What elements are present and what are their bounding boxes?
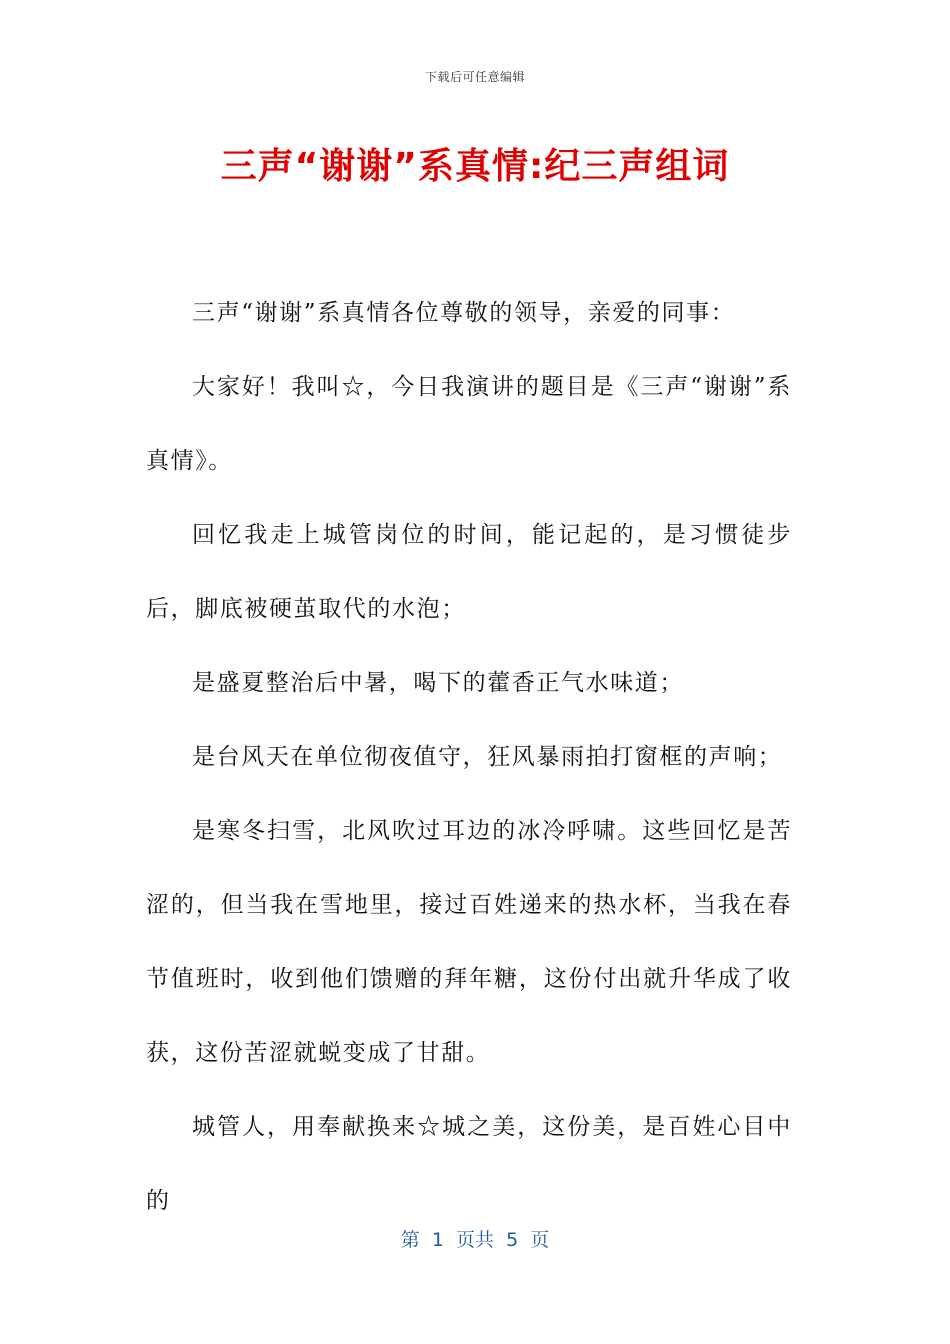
paragraph: 是台风天在单位彻夜值守，狂风暴雨拍打窗框的声响；: [192, 744, 783, 770]
paragraph: 是盛夏整治后中暑，喝下的藿香正气水味道；: [192, 670, 684, 696]
document-title: 三声“谢谢”系真情:纪三声组词: [220, 146, 730, 187]
paragraph: 城管人，用奉献换来☆城之美，这份美，是百姓心目中的: [146, 1114, 792, 1214]
paragraph: 回忆我走上城管岗位的时间，能记起的，是习惯徒步后，脚底被硬茧取代的水泡；: [146, 522, 792, 622]
paragraph: 大家好！我叫☆，今日我演讲的题目是《三声“谢谢”系真情》。: [146, 374, 792, 474]
page-number-footer: 第 1 页共 5 页: [400, 1229, 550, 1251]
paragraph: 是寒冬扫雪，北风吹过耳边的冰冷呼啸。这些回忆是苦涩的，但当我在雪地里，接过百姓递来的热水杯，当我在春节值班时，收到他们馈赠的拜年糖，这份付出就升华成了收获，这份苦涩就蜕变成了甘甜。: [146, 818, 792, 1066]
document-body: [146, 276, 792, 1238]
paragraph: 三声“谢谢”系真情各位尊敬的领导，亲爱的同事：: [192, 300, 736, 326]
header-note: 下载后可任意编辑: [424, 70, 525, 84]
